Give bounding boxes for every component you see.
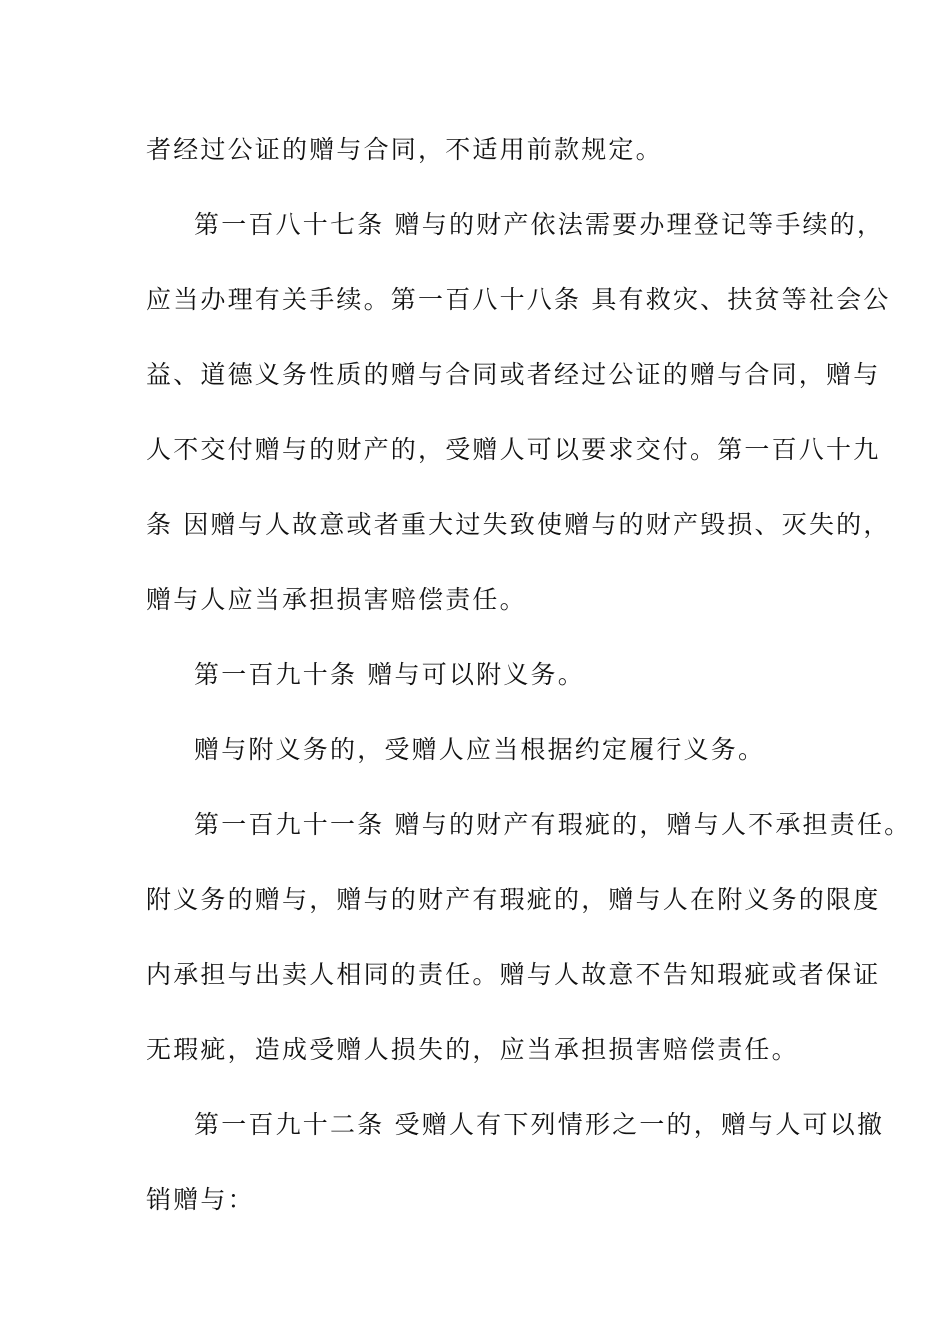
text-line: 内承担与出卖人相同的责任。赠与人故意不告知瑕疵或者保证 xyxy=(146,960,881,989)
text-line: 附义务的赠与，赠与的财产有瑕疵的，赠与人在附义务的限度 xyxy=(146,885,881,914)
article-191-heading-line: 第一百九十一条 赠与的财产有瑕疵的，赠与人不承担责任。 xyxy=(194,810,912,839)
text-line: 益、道德义务性质的赠与合同或者经过公证的赠与合同，赠与 xyxy=(146,360,881,389)
article-192-heading-line: 第一百九十二条 受赠人有下列情形之一的，赠与人可以撤 xyxy=(194,1110,885,1139)
text-line: 者经过公证的赠与合同，不适用前款规定。 xyxy=(146,135,663,164)
text-line: 人不交付赠与的财产的，受赠人可以要求交付。第一百八十九 xyxy=(146,435,881,464)
text-line: 条 因赠与人故意或者重大过失致使赠与的财产毁损、灭失的， xyxy=(146,510,891,539)
text-line: 应当办理有关手续。第一百八十八条 具有救灾、扶贫等社会公 xyxy=(146,285,891,314)
text-line: 无瑕疵，造成受赠人损失的，应当承担损害赔偿责任。 xyxy=(146,1035,799,1064)
text-line: 销赠与： xyxy=(146,1185,255,1214)
article-190-heading-line: 第一百九十条 赠与可以附义务。 xyxy=(194,660,585,689)
text-line: 赠与人应当承担损害赔偿责任。 xyxy=(146,585,527,614)
article-187-heading-line: 第一百八十七条 赠与的财产依法需要办理登记等手续的， xyxy=(194,210,885,239)
paragraph-line: 赠与附义务的，受赠人应当根据约定履行义务。 xyxy=(194,735,766,764)
